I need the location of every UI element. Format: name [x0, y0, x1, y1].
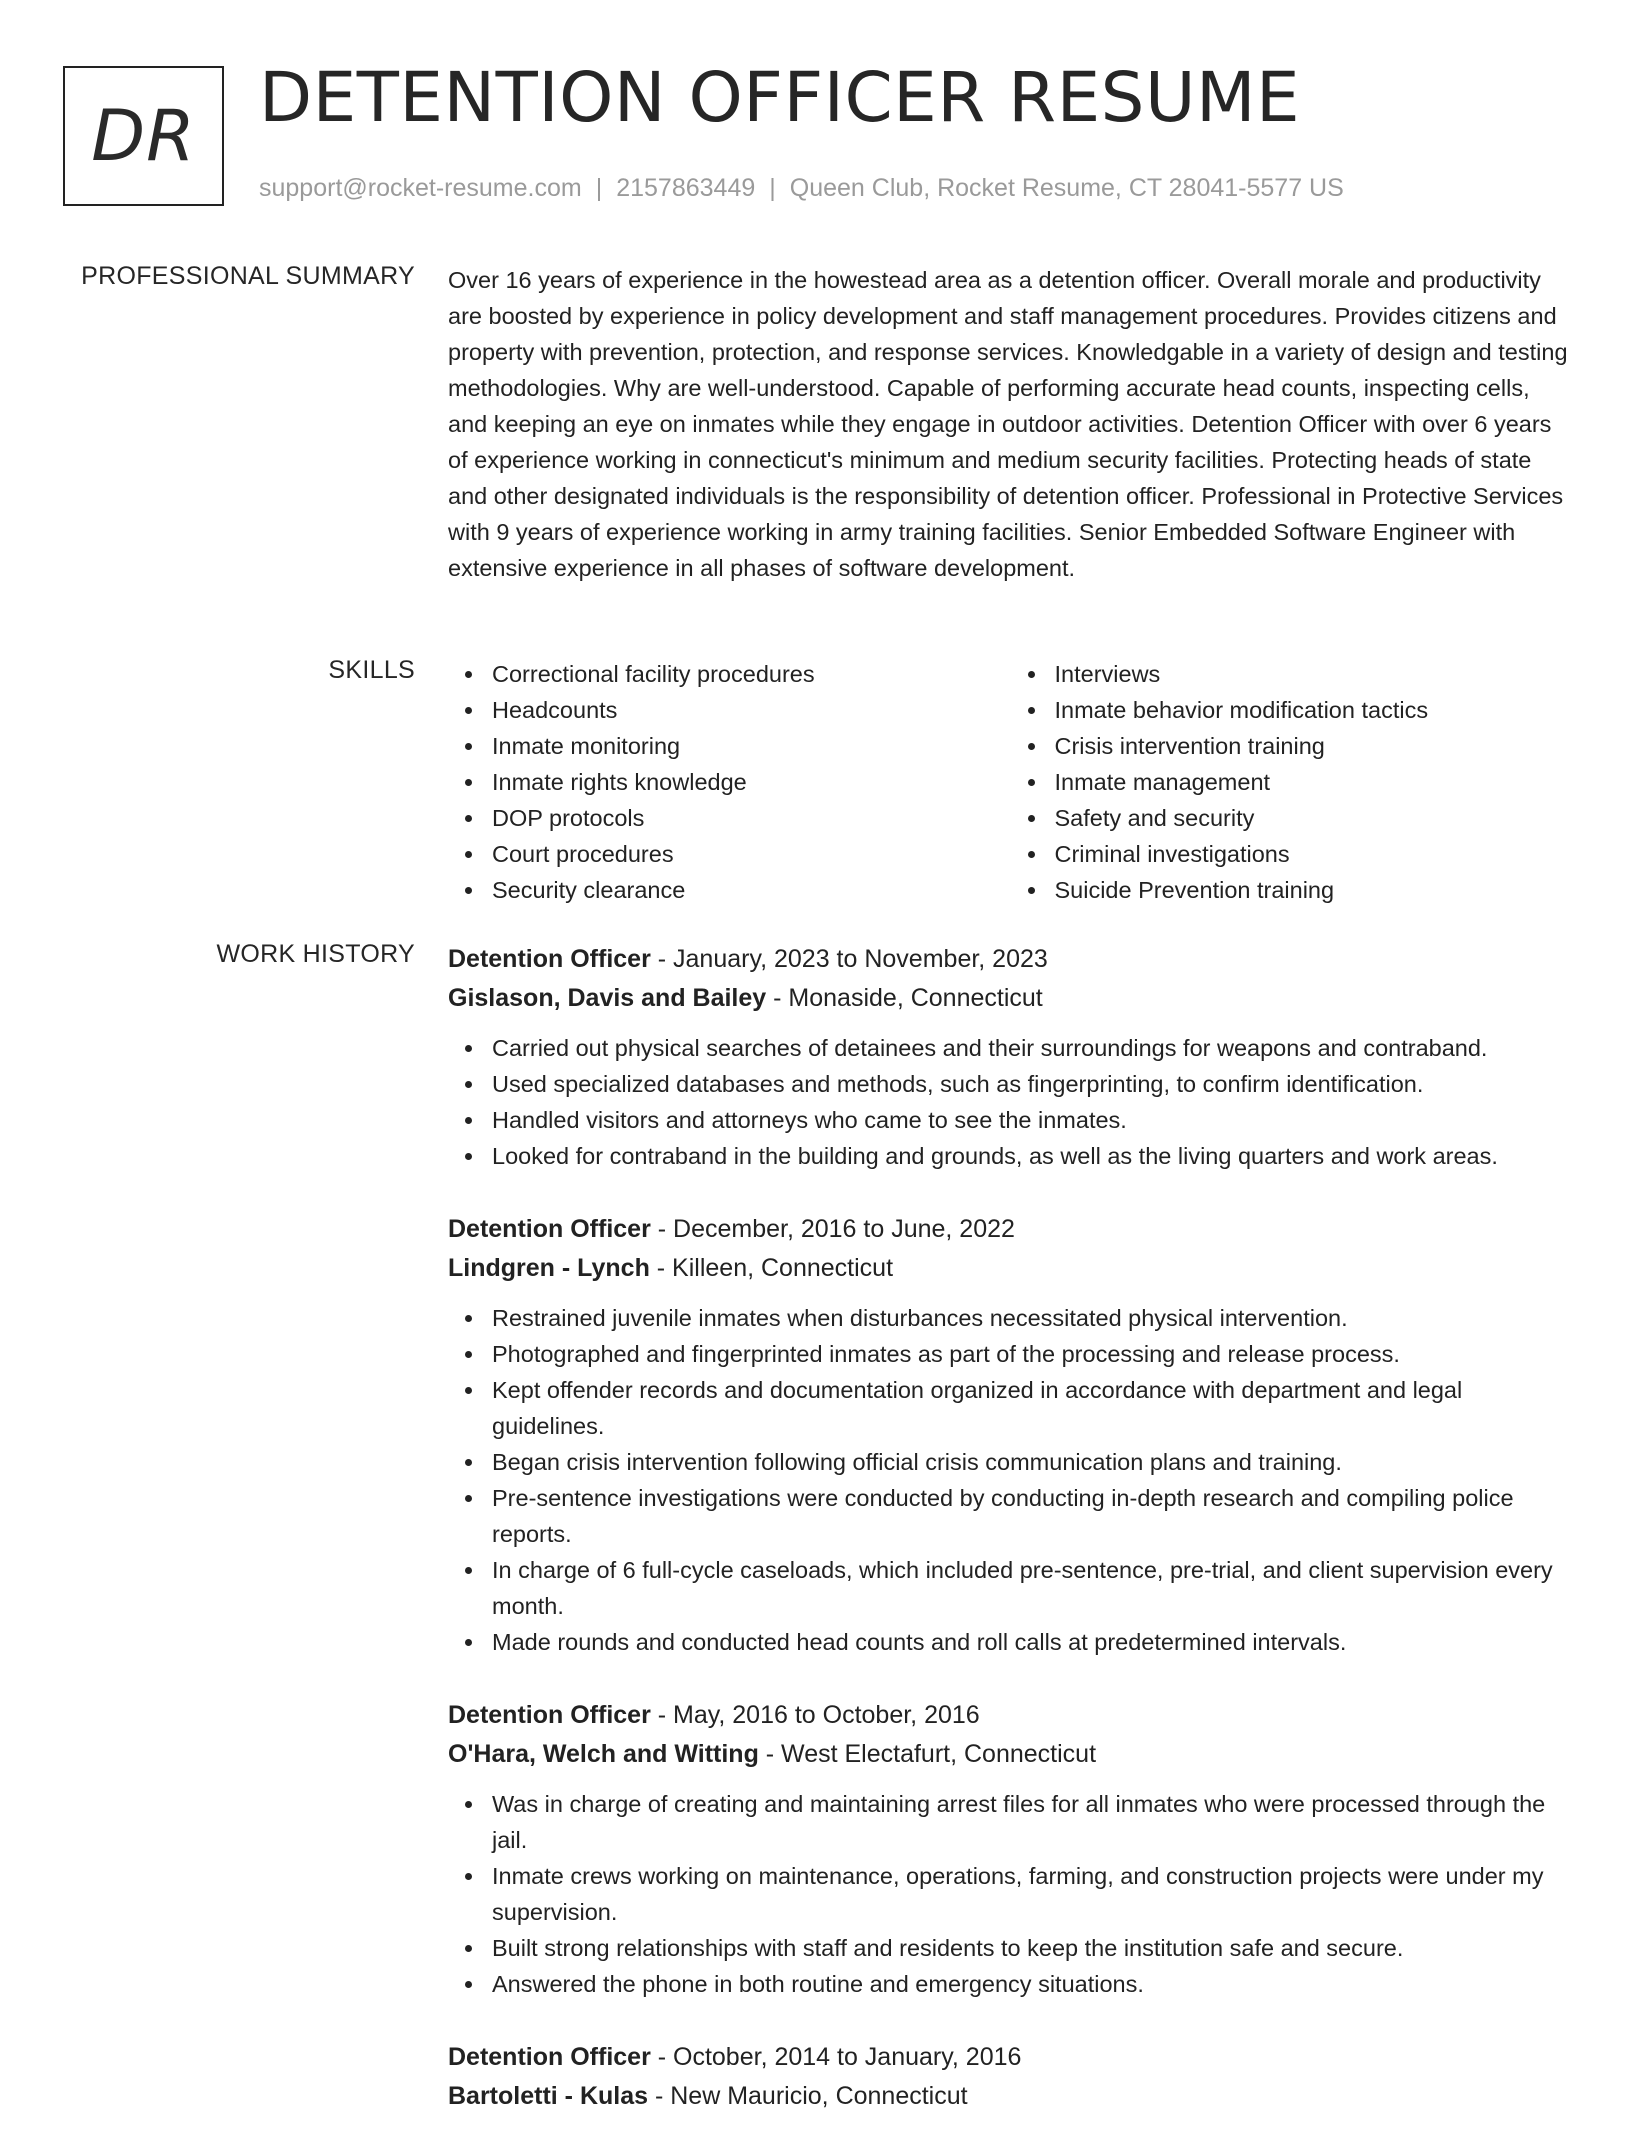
job-title-line [448, 1210, 1573, 1249]
job-location: - New Mauricio, Connecticut [648, 2082, 968, 2110]
duty-item: Was in charge of creating and maintaining arrest files for all inmates who were processed through the jail. [492, 1786, 1573, 1858]
skill-item: Interviews [1055, 656, 1574, 692]
job-company: Bartoletti - Kulas [448, 2082, 649, 2110]
skill-item: Inmate management [1055, 764, 1574, 800]
skills-label: SKILLS [328, 656, 415, 684]
job-company: Lindgren - Lynch [448, 1254, 650, 1282]
duty-item: Carried out physical searches of detainees and their surroundings for weapons and contraband. [492, 1030, 1573, 1066]
duty-item: In charge of 6 full-cycle caseloads, which included pre-sentence, pre-trial, and client supervision every month. [492, 1552, 1573, 1624]
job-entry [448, 1696, 1573, 2002]
duty-item: Answered the phone in both routine and emergency situations. [492, 1966, 1573, 2002]
skill-item: DOP protocols [492, 800, 1011, 836]
job-dates: - December, 2016 to June, 2022 [650, 1215, 1015, 1243]
job-company: Gislason, Davis and Bailey [448, 984, 767, 1012]
skills-body [448, 656, 1573, 908]
job-company-line [448, 1735, 1573, 1774]
skill-item: Headcounts [492, 692, 1011, 728]
duty-item: Made rounds and conducted head counts and roll calls at predetermined intervals. [492, 1624, 1573, 1660]
duty-item: Pre-sentence investigations were conducted by conducting in-depth research and compiling police reports. [492, 1480, 1573, 1552]
duty-item: Handled visitors and attorneys who came to see the inmates. [492, 1102, 1573, 1138]
skills-list-left [448, 656, 1011, 908]
skills-list-right [1011, 656, 1574, 908]
contact-separator: | [769, 174, 776, 202]
skill-item: Court procedures [492, 836, 1011, 872]
contact-phone[interactable]: 2157863449 [616, 174, 756, 202]
job-duties [448, 1030, 1573, 1174]
job-title-line [448, 940, 1573, 979]
skill-item: Correctional facility procedures [492, 656, 1011, 692]
job-title-line [448, 1696, 1573, 1735]
contact-separator: | [595, 174, 603, 202]
work-history-body [448, 940, 1573, 2152]
skill-item: Safety and security [1055, 800, 1574, 836]
job-dates: - October, 2014 to January, 2016 [650, 2043, 1022, 2071]
contact-line [259, 174, 1344, 203]
summary-label: PROFESSIONAL SUMMARY [81, 262, 415, 290]
contact-address: Queen Club, Rocket Resume, CT 28041-5577 US [789, 174, 1344, 202]
summary-text: Over 16 years of experience in the howestead area as a detention officer. Overall morale and productivity are boosted by experience in policy development and staff management procedures. Provides citizens and property with prevention, protection, and response services. Knowledgable in a variety of design and testing methodologies. Why are well-understood. Capable of performing accurate head counts, inspecting cells, and keeping an eye on inmates while they engage in outdoor activities. Detention Officer with over 6 years of experience working in connecticut's minimum and medium security facilities. Protecting heads of state and other designated individuals is the responsibility of detention officer. Professional in Protective Services with 9 years of experience working in army training facilities. Senior Embedded Software Engineer with extensive experience in all phases of software development. [448, 267, 1568, 581]
work-history-label: WORK HISTORY [216, 940, 415, 968]
job-dates: - January, 2023 to November, 2023 [650, 945, 1048, 973]
skill-item: Criminal investigations [1055, 836, 1574, 872]
duty-item: Built strong relationships with staff and residents to keep the institution safe and secure. [492, 1930, 1573, 1966]
monogram-initials: DR [91, 95, 196, 177]
job-duties [448, 1786, 1573, 2002]
skill-item: Suicide Prevention training [1055, 872, 1574, 908]
job-title: Detention Officer [448, 1215, 651, 1243]
job-company-line [448, 979, 1573, 1018]
job-dates: - May, 2016 to October, 2016 [650, 1701, 980, 1729]
skill-item: Inmate behavior modification tactics [1055, 692, 1574, 728]
duty-item: Used specialized databases and methods, such as fingerprinting, to confirm identification. [492, 1066, 1573, 1102]
job-entry [448, 940, 1573, 1174]
skill-item: Inmate monitoring [492, 728, 1011, 764]
skill-item: Security clearance [492, 872, 1011, 908]
job-entry [448, 2038, 1573, 2116]
contact-email[interactable]: support@rocket-resume.com [259, 174, 582, 202]
skill-item: Crisis intervention training [1055, 728, 1574, 764]
job-location: - Killeen, Connecticut [649, 1254, 894, 1282]
duty-item: Restrained juvenile inmates when disturbances necessitated physical intervention. [492, 1300, 1573, 1336]
job-duties [448, 1300, 1573, 1660]
job-title-line [448, 2038, 1573, 2077]
job-entry [448, 1210, 1573, 1660]
job-location: - West Electafurt, Connecticut [758, 1740, 1097, 1768]
duty-item: Began crisis intervention following official crisis communication plans and training. [492, 1444, 1573, 1480]
job-location: - Monaside, Connecticut [766, 984, 1043, 1012]
job-title: Detention Officer [448, 1701, 651, 1729]
summary-body [448, 262, 1573, 586]
job-company-line [448, 1249, 1573, 1288]
duty-item: Looked for contraband in the building and grounds, as well as the living quarters and work areas. [492, 1138, 1573, 1174]
skill-item: Inmate rights knowledge [492, 764, 1011, 800]
duty-item: Kept offender records and documentation organized in accordance with department and legal guidelines. [492, 1372, 1573, 1444]
job-company-line [448, 2077, 1573, 2116]
duty-item: Photographed and fingerprinted inmates as part of the processing and release process. [492, 1336, 1573, 1372]
job-title: Detention Officer [448, 945, 651, 973]
job-title: Detention Officer [448, 2043, 651, 2071]
monogram-box [63, 66, 224, 206]
resume-title: DETENTION OFFICER RESUME [259, 58, 1301, 138]
duty-item: Inmate crews working on maintenance, operations, farming, and construction projects were under my supervision. [492, 1858, 1573, 1930]
job-company: O'Hara, Welch and Witting [448, 1740, 759, 1768]
